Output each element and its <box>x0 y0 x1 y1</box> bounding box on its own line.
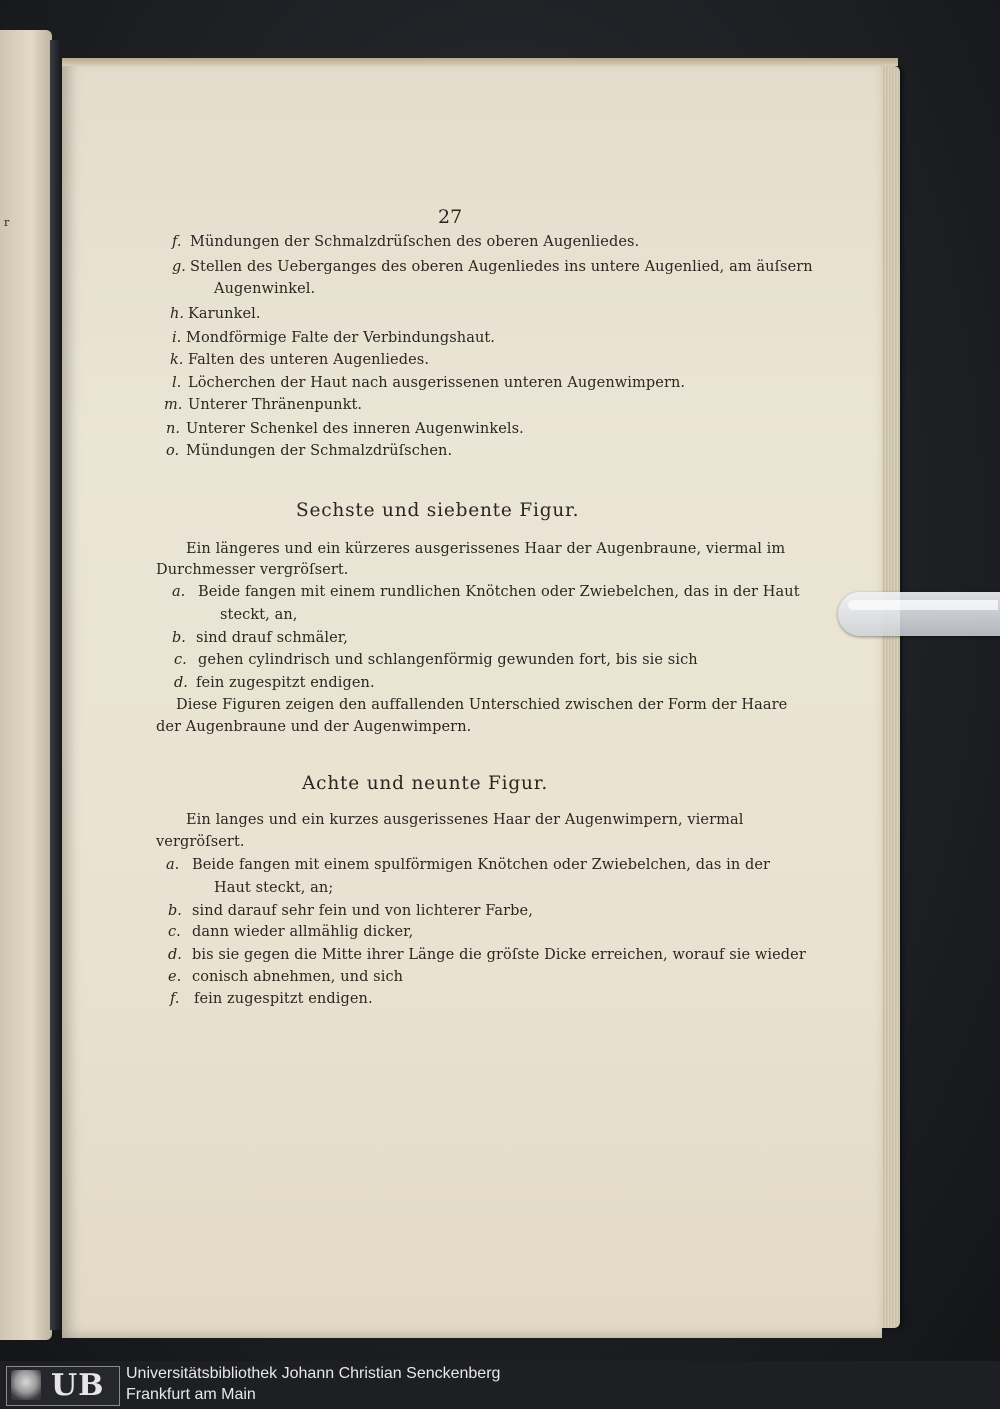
list-item-label: a. <box>172 584 186 600</box>
paragraph-line: Ein langes und ein kurzes ausgerissenes Haar der Augenwimpern, viermal <box>186 812 744 828</box>
list-item-label: a. <box>166 857 180 873</box>
list-item-label: l. <box>172 375 182 391</box>
list-item-text: fein zugespitzt endigen. <box>194 991 373 1007</box>
list-item-text: Mündungen der Schmalzdrüſschen des oberen Augenliedes. <box>190 234 640 250</box>
list-item-label: h. <box>170 306 184 322</box>
list-item-text: Unterer Schenkel des inneren Augenwinkels. <box>186 421 524 437</box>
list-item-text: Beide fangen mit einem rundlichen Knötchen oder Zwiebelchen, das in der Haut <box>198 584 800 600</box>
list-item-text: Stellen des Ueberganges des oberen Augenliedes ins untere Augenlied, am äuſsern <box>190 259 813 275</box>
list-item-text-continued: steckt, an, <box>220 607 298 623</box>
page-number: 27 <box>438 206 463 228</box>
list-item-text: Falten des unteren Augenliedes. <box>188 352 430 368</box>
library-location: Frankfurt am Main <box>126 1386 256 1403</box>
paragraph-line: vergröſsert. <box>156 834 245 850</box>
list-item-label: b. <box>168 903 182 919</box>
list-item-text: gehen cylindrisch und schlangenförmig gewunden fort, bis sie sich <box>198 652 698 668</box>
list-item-text: Mondförmige Falte der Verbindungshaut. <box>186 330 496 346</box>
paragraph-line: Durchmesser vergröſsert. <box>156 562 349 578</box>
left-page-edge <box>0 30 52 1340</box>
list-item-text: conisch abnehmen, und sich <box>192 969 404 985</box>
bookmark-clip <box>838 592 1000 636</box>
list-item-label: n. <box>166 421 180 437</box>
footer-bar <box>0 1361 1000 1409</box>
paragraph-line: der Augenbraune und der Augenwimpern. <box>156 719 472 735</box>
list-item-label: g. <box>172 259 186 275</box>
list-item-text: Karunkel. <box>188 306 261 322</box>
list-item-text-continued: Haut steckt, an; <box>214 880 334 896</box>
paragraph-line: Diese Figuren zeigen den auffallenden Unterschied zwischen der Form der Haare <box>176 697 788 713</box>
ub-logo-text: UB <box>51 1368 105 1403</box>
book-gutter <box>50 40 62 1330</box>
list-item-label: d. <box>174 675 188 691</box>
list-item-label: f. <box>172 234 182 250</box>
list-item-text: sind darauf sehr fein und von lichterer Farbe, <box>192 903 533 919</box>
list-item-text: Beide fangen mit einem spulförmigen Knötchen oder Zwiebelchen, das in der <box>192 857 771 873</box>
page-top-edge <box>62 58 898 66</box>
left-page-fragment: r <box>4 216 10 229</box>
list-item-label: k. <box>170 352 184 368</box>
bookmark-highlight <box>848 600 998 610</box>
list-item-label: c. <box>168 924 181 940</box>
paragraph-line: Ein längeres und ein kürzeres ausgerissenes Haar der Augenbraune, viermal im <box>186 541 786 557</box>
section-heading: Achte und neunte Figur. <box>302 773 549 794</box>
list-item-text-continued: Augenwinkel. <box>214 281 316 297</box>
list-item-label: e. <box>168 969 182 985</box>
list-item-label: c. <box>174 652 187 668</box>
list-item-label: d. <box>168 947 182 963</box>
ub-logo[interactable] <box>6 1366 120 1406</box>
section-heading: Sechste und siebente Figur. <box>296 500 580 521</box>
list-item-label: m. <box>164 397 183 413</box>
list-item-label: f. <box>170 991 180 1007</box>
portrait-icon <box>11 1370 41 1400</box>
list-item-text: fein zugespitzt endigen. <box>196 675 375 691</box>
list-item-text: sind drauf schmäler, <box>196 630 348 646</box>
list-item-text: Löcherchen der Haut nach ausgerissenen unteren Augenwimpern. <box>188 375 686 391</box>
library-name: Universitätsbibliothek Johann Christian Senckenberg <box>126 1365 501 1382</box>
list-item-label: i. <box>172 330 182 346</box>
list-item-label: o. <box>166 443 180 459</box>
list-item-text: Unterer Thränenpunkt. <box>188 397 363 413</box>
list-item-text: bis sie gegen die Mitte ihrer Länge die gröſste Dicke erreichen, worauf sie wieder <box>192 947 806 963</box>
list-item-text: dann wieder allmählig dicker, <box>192 924 414 940</box>
list-item-text: Mündungen der Schmalzdrüſschen. <box>186 443 453 459</box>
list-item-label: b. <box>172 630 186 646</box>
